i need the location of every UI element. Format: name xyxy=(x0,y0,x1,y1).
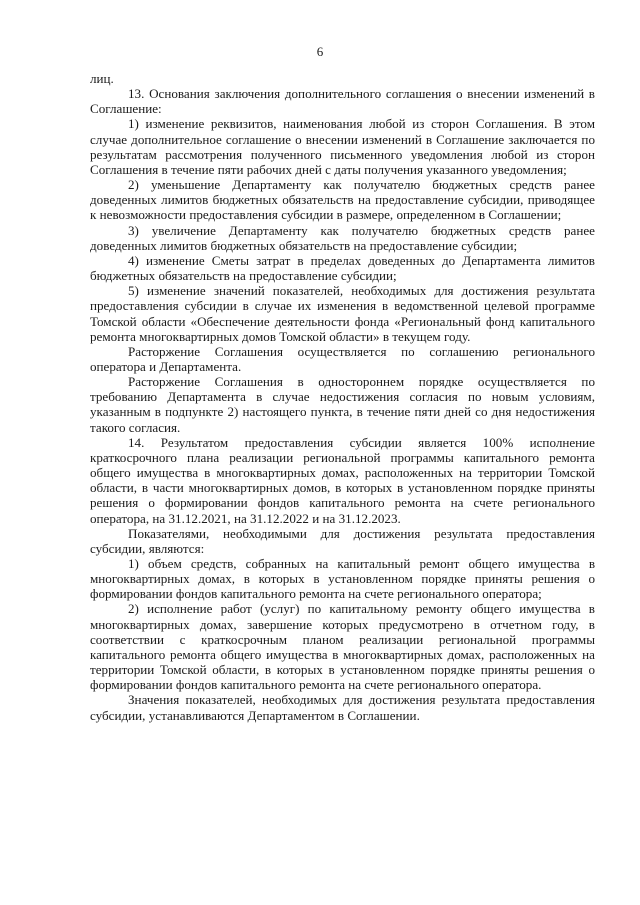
clause-13-item-5: 5) изменение значений показателей, необходимых для достижения результата предоставления субсидии в случае их изменения в ведомственной целевой программе Томской области «Обеспечение деятельности фонда «Региональный фонд капитального ремонта многоквартирных домов Томской области» в текущем году. xyxy=(90,283,595,344)
indicator-values-note: Значения показателей, необходимых для достижения результата предоставления субсидии, устанавливаются Департаментом в Соглашении. xyxy=(90,692,595,723)
indicators-heading: Показателями, необходимыми для достижения результата предоставления субсидии, являются: xyxy=(90,525,595,556)
clause-13-item-1: 1) изменение реквизитов, наименования любой из сторон Соглашения. В этом случае дополнительное соглашение о внесении изменений в Соглашение заключается по результатам рассмотрения полученного письменного уведомления любой из сторон Соглашения в течение пяти рабочих дней с даты получения указанного уведомления; xyxy=(90,116,595,177)
clause-13-item-2: 2) уменьшение Департаменту как получателю бюджетных средств ранее доведенных лимитов бюджетных обязательств на предоставление субсидии, приводящее к невозможности предоставления субсидии в размере, определенном в Соглашении; xyxy=(90,177,595,223)
clause-13-heading: 13. Основания заключения дополнительного соглашения о внесении изменений в Соглашение: xyxy=(90,86,595,117)
indicator-1: 1) объем средств, собранных на капитальный ремонт общего имущества в многоквартирных домах, в которых в установленном порядке приняты решения о формировании фондов капитального ремонта на счете регионального оператора; xyxy=(90,556,595,602)
clause-14-result: 14. Результатом предоставления субсидии является 100% исполнение краткосрочного плана реализации региональной программы капитального ремонта общего имущества в многоквартирных домах, расположенных на территории Томской области, в части многоквартирных домов, в которых в установленном порядке приняты решения о формировании фондов капитального ремонта на счете регионального оператора, на 31.12.2021, на 31.12.2022 и на 31.12.2023. xyxy=(90,434,595,526)
document-body xyxy=(90,71,595,723)
page-number: 6 xyxy=(316,44,324,59)
termination-unilateral: Расторжение Соглашения в одностороннем порядке осуществляется по требованию Департамента в случае недостижения согласия по новым условиям, указанным в подпункте 2) настоящего пункта, в течение пяти дней со дня недостижения такого согласия. xyxy=(90,374,595,435)
paragraph-continuation: лиц. xyxy=(90,71,114,86)
indicator-2: 2) исполнение работ (услуг) по капитальному ремонту общего имущества в многоквартирных домах, завершение которых предусмотрено в отчетном году, в соответствии с краткосрочным планом реализации региональной программы капитального ремонта общего имущества в многоквартирных домах, расположенных на территории Томской области, в которых в установленном порядке приняты решения о формировании фондов капитального ремонта на счете регионального оператора. xyxy=(90,601,595,693)
clause-13-item-4: 4) изменение Сметы затрат в пределах доведенных до Департамента лимитов бюджетных обязательств на предоставление субсидии; xyxy=(90,252,595,284)
clause-13-item-3: 3) увеличение Департаменту как получателю бюджетных средств ранее доведенных лимитов бюджетных обязательств на предоставление субсидии; xyxy=(90,222,595,253)
termination-by-agreement: Расторжение Соглашения осуществляется по соглашению регионального оператора и Департамента. xyxy=(90,343,595,374)
